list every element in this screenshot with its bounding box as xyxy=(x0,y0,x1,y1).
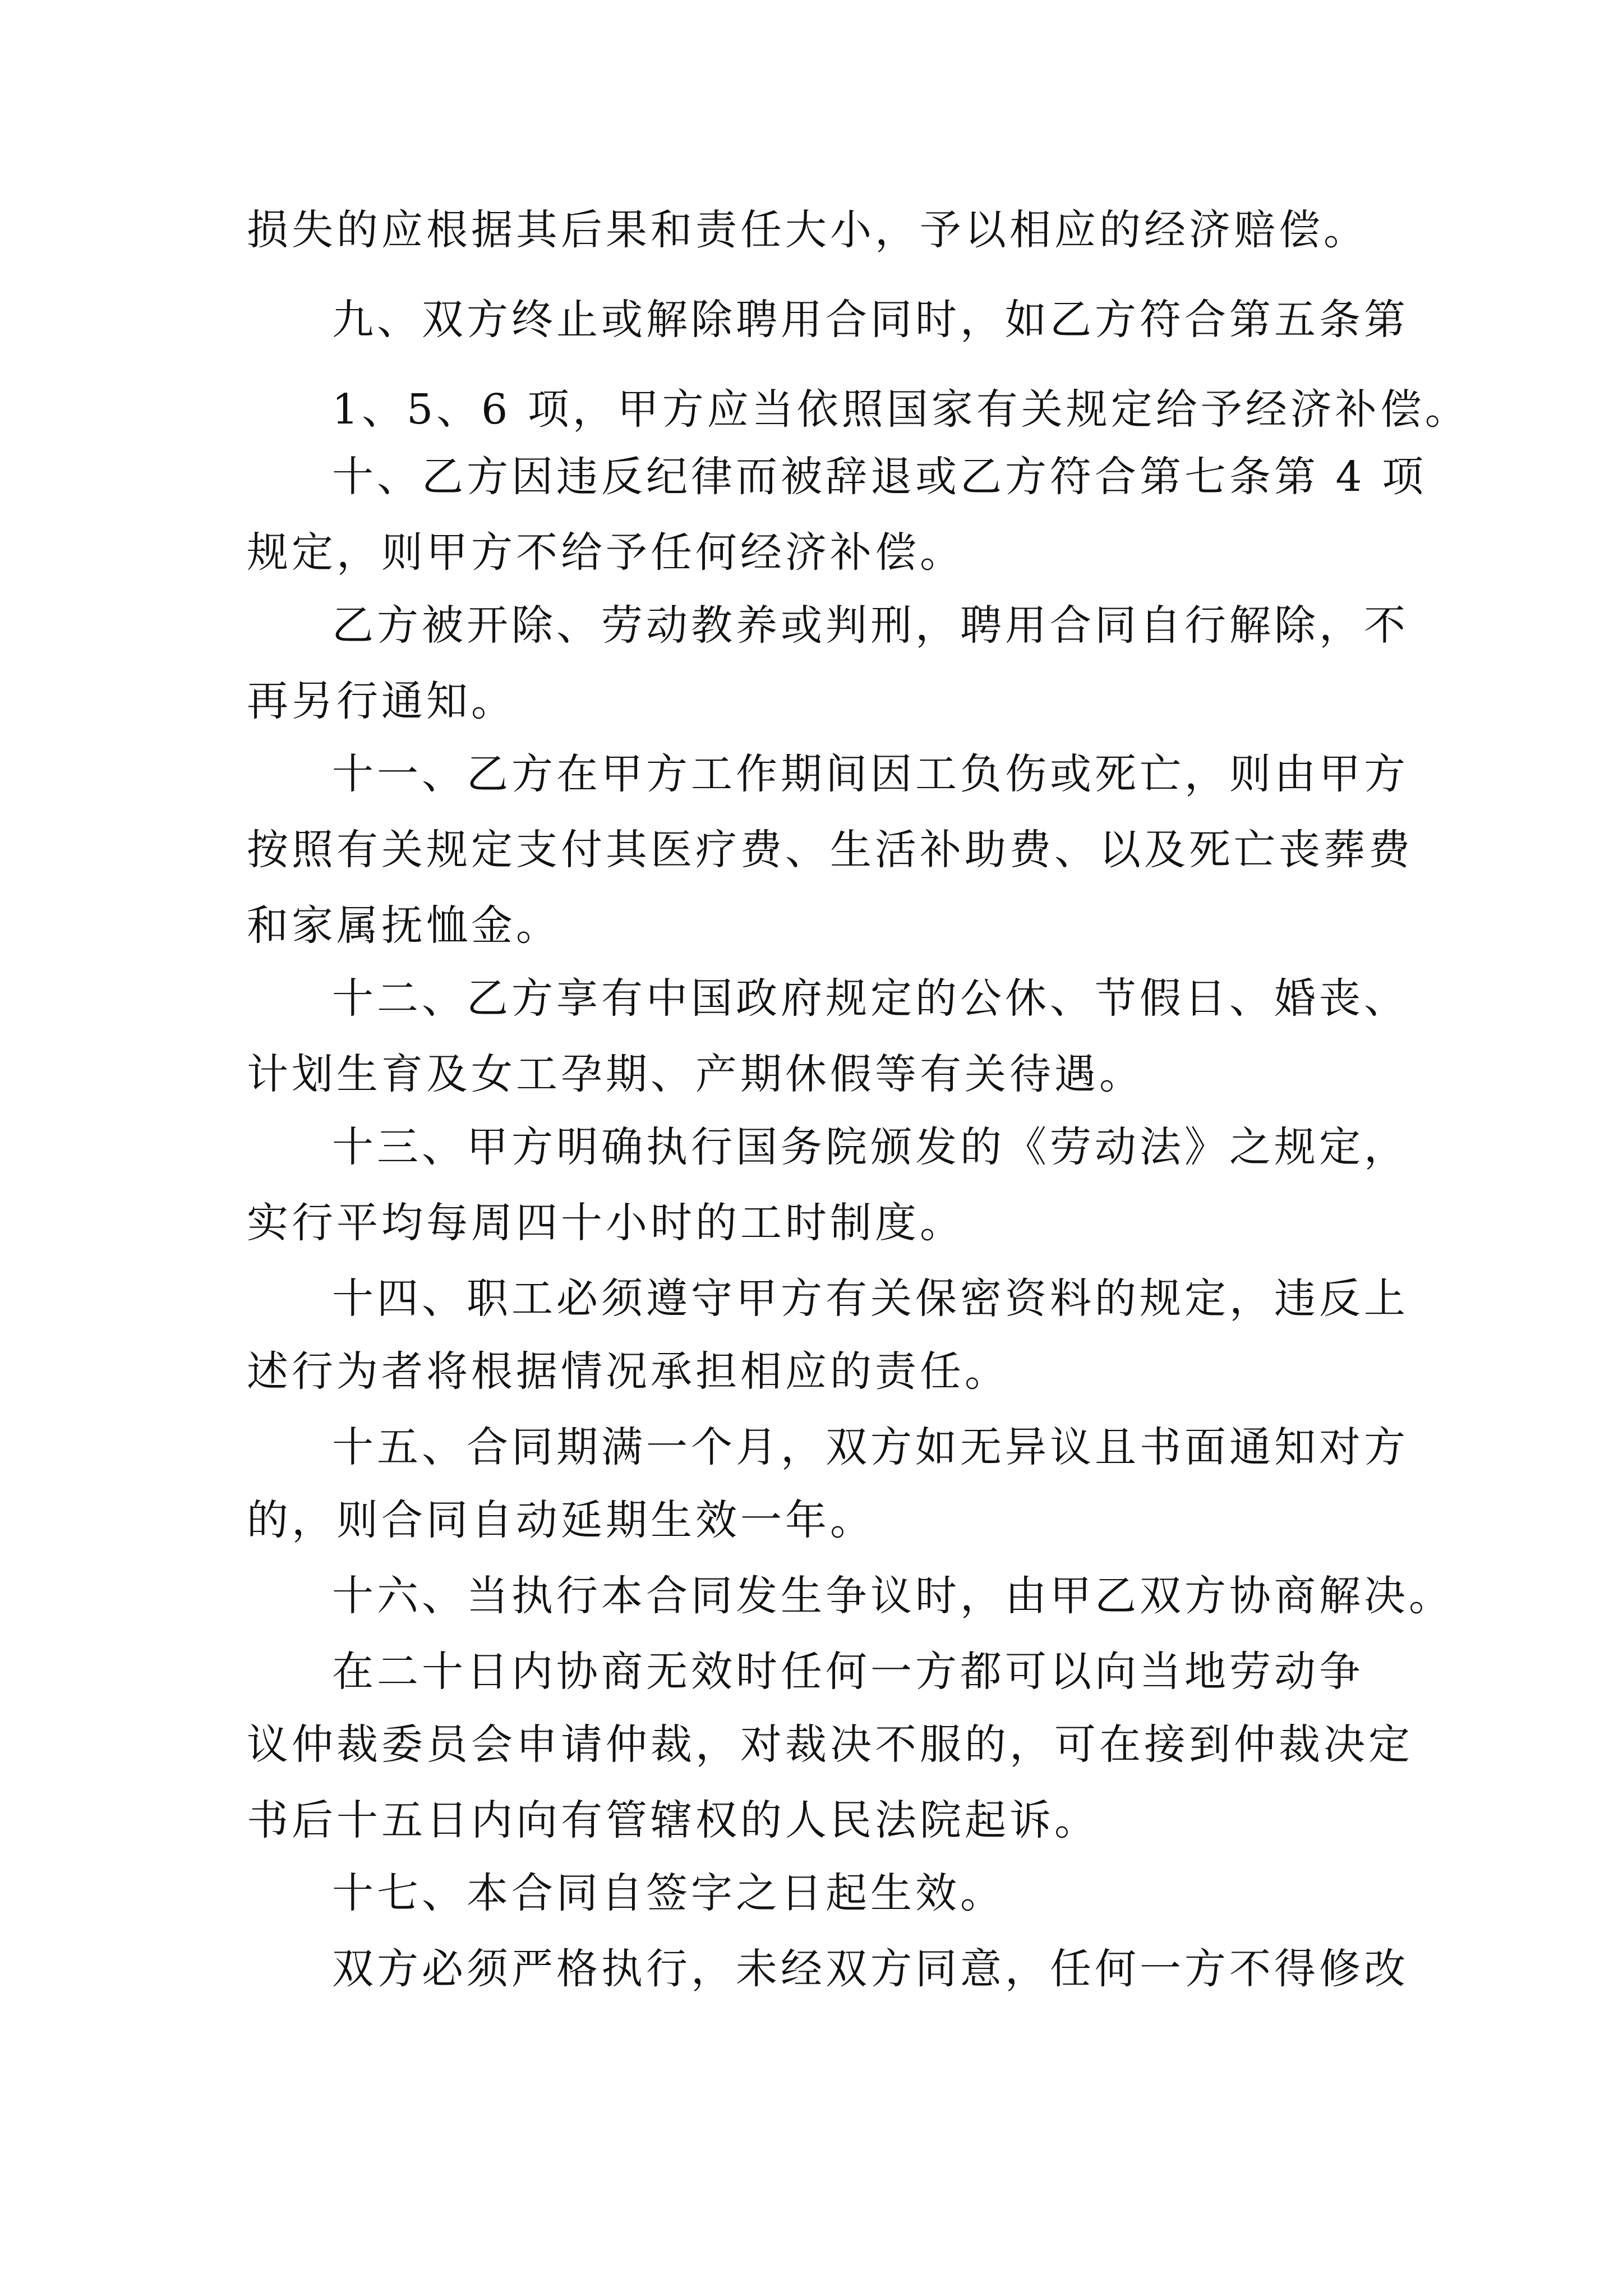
text-line: 损失的应根据其后果和责任大小，予以相应的经济赔偿。 xyxy=(247,206,1368,254)
clause-12-line: 十二、乙方享有中国政府规定的公休、节假日、婚丧、 xyxy=(332,974,1409,1023)
clause-16-line: 十六、当执行本合同发生争议时，由甲乙双方协商解决。 xyxy=(332,1572,1454,1620)
clause-10-line: 十、乙方因违反纪律而被辞退或乙方符合第七条第 4 项 xyxy=(332,453,1427,501)
clause-17-line: 十七、本合同自签字之日起生效。 xyxy=(332,1869,1005,1917)
text-line: 规定，则甲方不给予任何经济补偿。 xyxy=(247,528,965,577)
text-line: 的，则合同自动延期生效一年。 xyxy=(247,1496,875,1544)
text-line: 1、5、6 项，甲方应当依照国家有关规定给予经济补偿。 xyxy=(332,385,1470,434)
clause-13-line: 十三、甲方明确执行国务院颁发的《劳动法》之规定， xyxy=(332,1123,1409,1171)
paragraph-line: 在二十日内协商无效时任何一方都可以向当地劳动争 xyxy=(332,1648,1364,1696)
clause-9-line: 九、双方终止或解除聘用合同时，如乙方符合第五条第 xyxy=(332,296,1409,344)
text-line: 再另行通知。 xyxy=(247,677,516,725)
text-line: 议仲裁委员会申请仲裁，对裁决不服的，可在接到仲裁决定 xyxy=(247,1720,1413,1769)
text-line: 书后十五日内向有管辖权的人民法院起诉。 xyxy=(247,1796,1099,1844)
text-line: 实行平均每周四十小时的工时制度。 xyxy=(247,1199,965,1247)
clause-15-line: 十五、合同期满一个月，双方如无异议且书面通知对方 xyxy=(332,1423,1409,1471)
text-line: 计划生育及女工孕期、产期休假等有关待遇。 xyxy=(247,1050,1144,1098)
text-line: 述行为者将根据情况承担相应的责任。 xyxy=(247,1347,1009,1396)
clause-11-line: 十一、乙方在甲方工作期间因工负伤或死亡，则由甲方 xyxy=(332,750,1409,798)
paragraph-line: 乙方被开除、劳动教养或判刑，聘用合同自行解除，不 xyxy=(332,601,1409,650)
text-line: 按照有关规定支付其医疗费、生活补助费、以及死亡丧葬费 xyxy=(247,826,1413,874)
paragraph-line: 双方必须严格执行，未经双方同意，任何一方不得修改 xyxy=(332,1945,1409,1993)
clause-14-line: 十四、职工必须遵守甲方有关保密资料的规定，违反上 xyxy=(332,1274,1409,1323)
text-line: 和家属抚恤金。 xyxy=(247,901,561,950)
